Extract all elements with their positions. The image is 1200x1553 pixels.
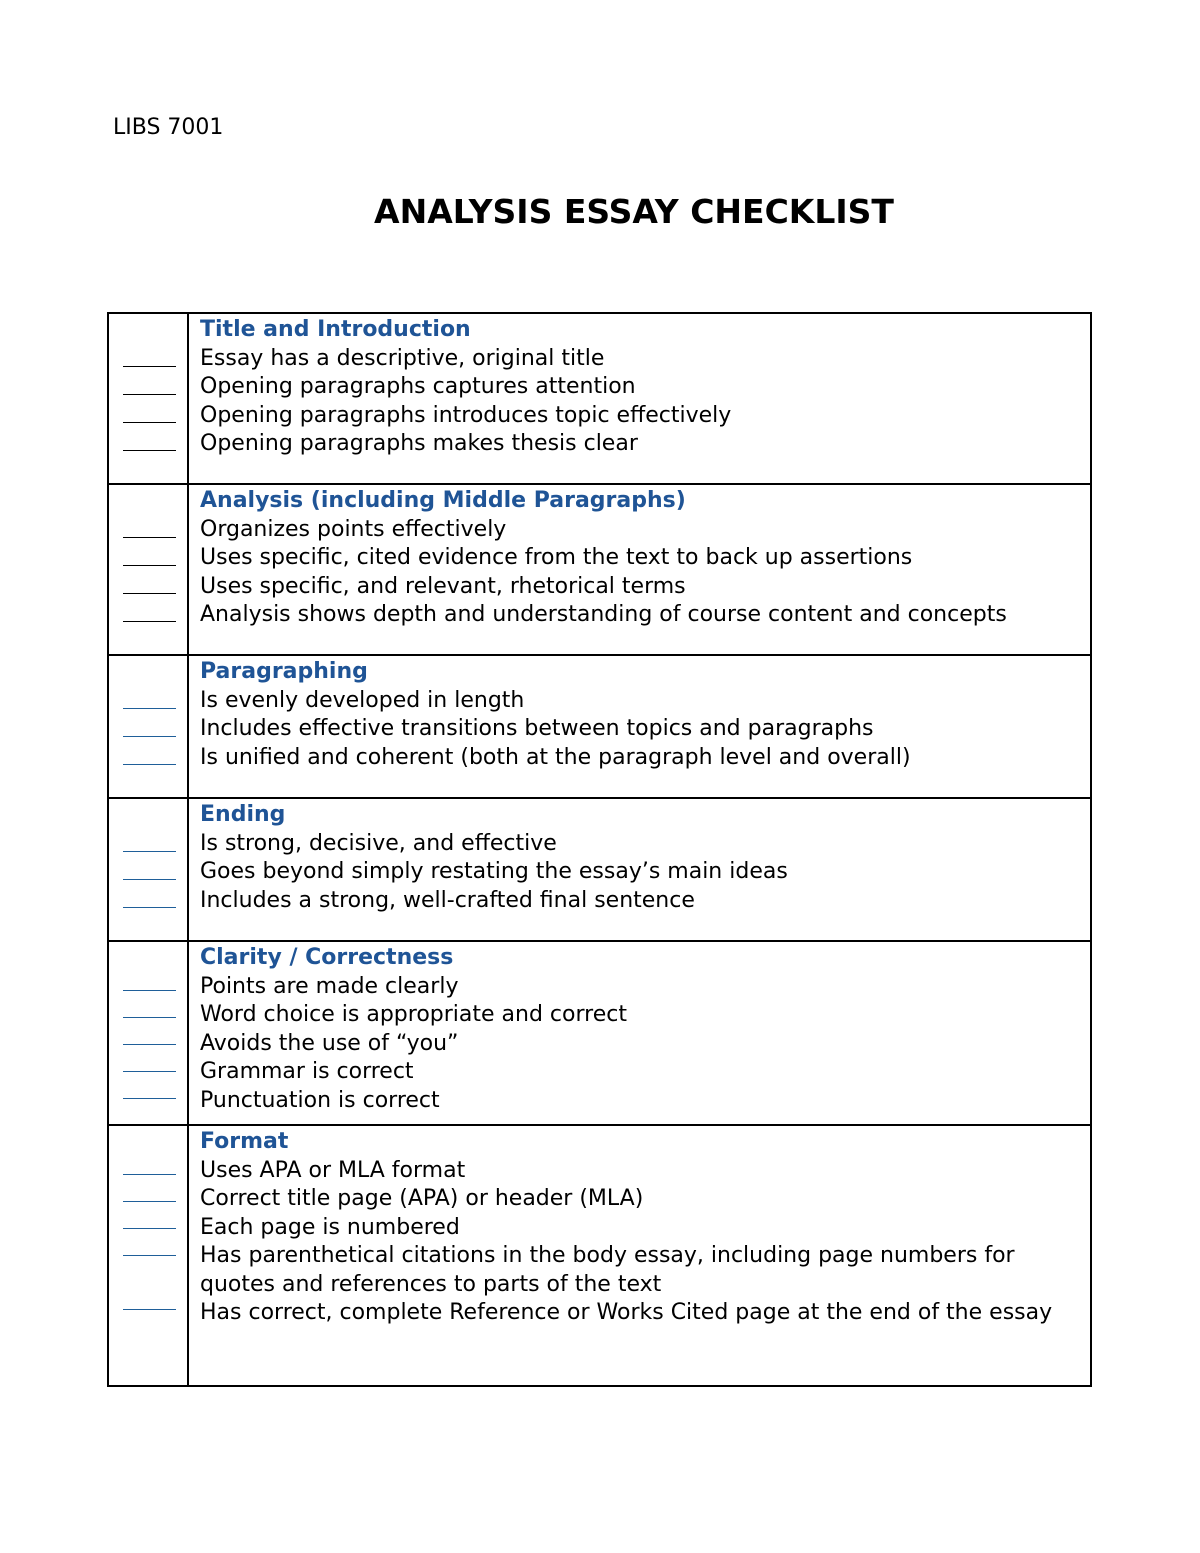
checklist-item: Opening paragraphs introduces topic effectively	[200, 402, 732, 428]
check-blank[interactable]	[123, 1255, 176, 1256]
checklist-item: Points are made clearly	[200, 973, 459, 999]
check-blank[interactable]	[123, 537, 176, 538]
check-column	[109, 314, 189, 483]
section-content	[189, 656, 1090, 797]
check-blank[interactable]	[123, 394, 176, 395]
check-blank[interactable]	[123, 990, 176, 991]
check-column	[109, 656, 189, 797]
section-content	[189, 314, 1090, 483]
check-blank[interactable]	[123, 422, 176, 423]
checklist-item: Grammar is correct	[200, 1059, 414, 1084]
checklist-item: Has correct, complete Reference or Works Cited page at the end of the essay	[200, 1300, 1053, 1325]
checklist-item: Avoids the use of “you”	[200, 1030, 459, 1056]
check-blank[interactable]	[123, 851, 176, 852]
checklist-section	[109, 942, 1090, 1126]
check-column	[109, 1126, 189, 1385]
check-blank[interactable]	[123, 1017, 176, 1018]
checklist-section	[109, 799, 1090, 942]
section-heading: Clarity / Correctness	[200, 945, 454, 970]
checklist-item: Uses specific, cited evidence from the text to back up assertions	[200, 545, 913, 570]
checklist-item: Essay has a descriptive, original title	[200, 345, 605, 371]
section-content	[189, 942, 1090, 1124]
check-blank[interactable]	[123, 450, 176, 451]
check-column	[109, 942, 189, 1124]
checklist-item: Punctuation is correct	[200, 1087, 440, 1113]
checklist-item: Is unified and coherent (both at the paragraph level and overall)	[200, 744, 911, 770]
checklist-item: Uses specific, and relevant, rhetorical terms	[200, 573, 686, 599]
document-title: ANALYSIS ESSAY CHECKLIST	[374, 192, 894, 231]
section-content	[189, 1126, 1090, 1385]
check-blank[interactable]	[123, 1044, 176, 1045]
checklist-table	[107, 312, 1092, 1387]
check-blank[interactable]	[123, 621, 176, 622]
checklist-section	[109, 1126, 1090, 1385]
checklist-item: Has parenthetical citations in the body essay, including page numbers for quotes and references to parts of the text	[200, 1243, 1022, 1297]
checklist-item: Organizes points effectively	[200, 516, 507, 542]
check-blank[interactable]	[123, 907, 176, 908]
course-code: LIBS 7001	[113, 115, 224, 140]
check-blank[interactable]	[123, 1174, 176, 1175]
checklist-item: Is strong, decisive, and effective	[200, 830, 557, 856]
section-heading: Format	[200, 1129, 289, 1154]
check-blank[interactable]	[123, 1071, 176, 1072]
check-blank[interactable]	[123, 879, 176, 880]
checklist-item: Uses APA or MLA format	[200, 1157, 466, 1183]
checklist-item: Includes effective transitions between topics and paragraphs	[200, 716, 874, 741]
checklist-item: Includes a strong, well-crafted final sentence	[200, 887, 695, 913]
check-blank[interactable]	[123, 764, 176, 765]
check-blank[interactable]	[123, 1098, 176, 1099]
checklist-section	[109, 314, 1090, 485]
check-column	[109, 485, 189, 654]
check-blank[interactable]	[123, 708, 176, 709]
section-heading: Title and Introduction	[200, 317, 471, 342]
checklist-item: Is evenly developed in length	[200, 687, 525, 713]
check-blank[interactable]	[123, 366, 176, 367]
check-column	[109, 799, 189, 940]
checklist-item: Correct title page (APA) or header (MLA)	[200, 1186, 644, 1211]
checklist-item: Analysis shows depth and understanding of course content and concepts	[200, 602, 1007, 627]
checklist-item: Opening paragraphs captures attention	[200, 374, 636, 399]
check-blank[interactable]	[123, 1309, 176, 1310]
checklist-item: Goes beyond simply restating the essay’s main ideas	[200, 859, 788, 884]
checklist-item: Each page is numbered	[200, 1214, 460, 1240]
check-blank[interactable]	[123, 1228, 176, 1229]
checklist-item: Opening paragraphs makes thesis clear	[200, 431, 638, 456]
checklist-section	[109, 656, 1090, 799]
section-content	[189, 799, 1090, 940]
section-content	[189, 485, 1090, 654]
checklist-section	[109, 485, 1090, 656]
check-blank[interactable]	[123, 593, 176, 594]
section-heading: Paragraphing	[200, 659, 368, 684]
checklist-item: Word choice is appropriate and correct	[200, 1002, 627, 1027]
check-blank[interactable]	[123, 736, 176, 737]
section-heading: Ending	[200, 802, 286, 827]
section-heading: Analysis (including Middle Paragraphs)	[200, 488, 686, 513]
check-blank[interactable]	[123, 565, 176, 566]
check-blank[interactable]	[123, 1201, 176, 1202]
